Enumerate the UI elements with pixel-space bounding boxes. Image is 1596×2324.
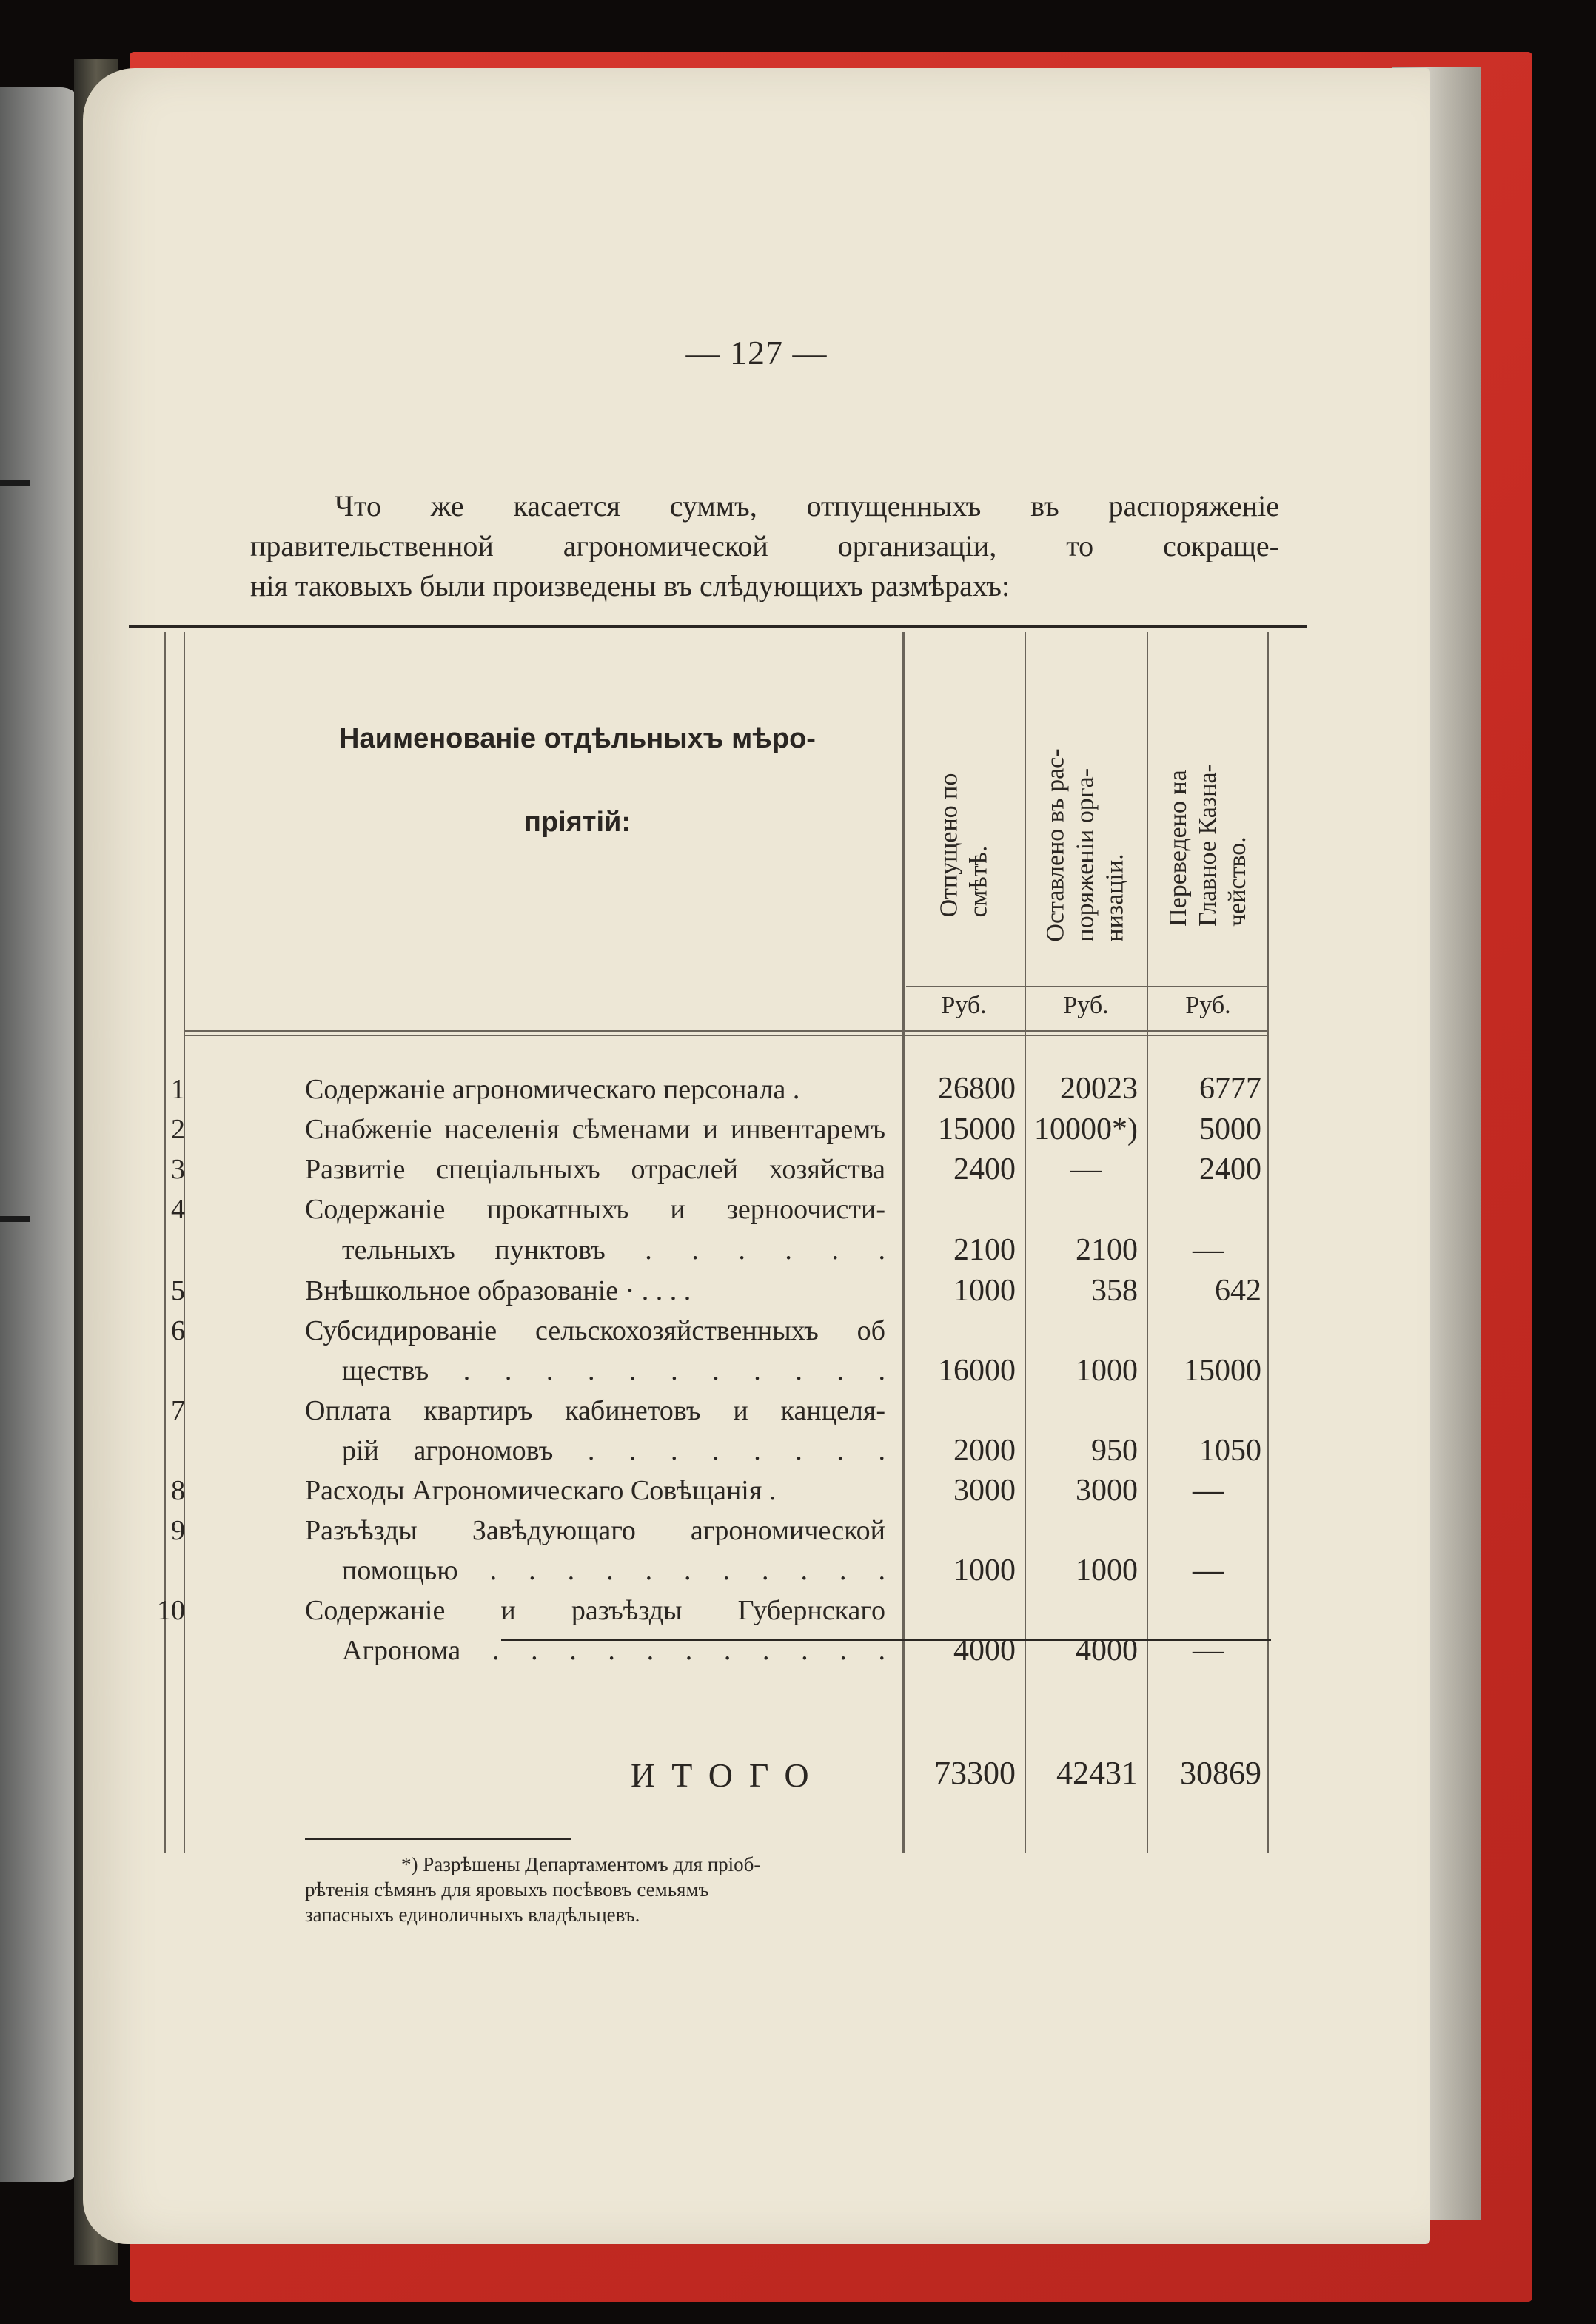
unit-label: Руб. (1185, 992, 1231, 1019)
row-name: Содержаніе агрономическаго персонала . (305, 1074, 800, 1105)
column-divider (1025, 632, 1026, 1853)
row-number: 10 (157, 1595, 185, 1626)
intro-line: нія таковыхъ были произведены въ слѣдующихъ размѣрахъ: (250, 569, 1010, 602)
total-retained: 42431 (1056, 1755, 1138, 1791)
intro-line: правительственной агрономической организаціи, то сокраще- (250, 529, 1279, 562)
adjacent-page (0, 87, 83, 2182)
value-retained: 1000 (1076, 1354, 1138, 1388)
header-bottom-rule (184, 1035, 1269, 1036)
value-retained: 3000 (1076, 1474, 1138, 1508)
value-retained: 1000 (1076, 1554, 1138, 1588)
value-allocated: 1000 (953, 1274, 1016, 1308)
row-name-continuation: рій агрономовъ . . . . . . . . (342, 1435, 885, 1466)
value-transferred: 5000 (1199, 1112, 1261, 1146)
row-number: 3 (171, 1154, 185, 1185)
value-retained: 20023 (1060, 1072, 1138, 1106)
value-allocated: 2100 (953, 1233, 1016, 1267)
value-transferred: 6777 (1199, 1072, 1261, 1106)
value-transferred: — (1193, 1474, 1224, 1508)
unit-label: Руб. (1063, 992, 1109, 1019)
row-name-continuation: ществъ . . . . . . . . . . . (342, 1355, 885, 1386)
row-name: Оплата квартиръ кабинетовъ и канцеля- (305, 1395, 885, 1426)
value-allocated: 2400 (953, 1152, 1016, 1186)
value-transferred: — (1193, 1233, 1224, 1267)
value-retained: 358 (1091, 1274, 1138, 1308)
value-transferred: 2400 (1199, 1152, 1261, 1186)
row-number: 8 (171, 1475, 185, 1506)
column-header-transferred: Переведено на Главное Казна- чейство. (1164, 764, 1251, 927)
row-name: Содержаніе прокатныхъ и зерноочисти- (305, 1194, 885, 1225)
page-edge-mark (0, 480, 30, 486)
value-transferred: — (1193, 1554, 1224, 1588)
units-top-rule (906, 986, 1269, 987)
intro-paragraph (250, 486, 1279, 606)
book-page (83, 68, 1430, 2244)
total-allocated: 73300 (934, 1755, 1016, 1791)
page-edge-mark (0, 1216, 30, 1222)
value-retained: 950 (1091, 1434, 1138, 1468)
page-number: — 127 — (685, 334, 828, 372)
footnote-line: *) Разрѣшены Департаментомъ для пріоб- (401, 1853, 761, 1875)
row-number: 5 (171, 1275, 185, 1306)
value-allocated: 16000 (938, 1354, 1016, 1388)
footnote-line: рѣтенія сѣмянъ для яровыхъ посѣвовъ семьямъ (305, 1878, 709, 1901)
table-right-border (1267, 632, 1269, 1853)
column-header-name: пріятій: (523, 807, 631, 838)
value-transferred: 642 (1215, 1274, 1261, 1308)
value-allocated: 15000 (938, 1112, 1016, 1146)
total-label: ИТОГО (631, 1756, 825, 1794)
row-number: 6 (171, 1315, 185, 1346)
column-divider (1147, 632, 1148, 1853)
value-allocated: 3000 (953, 1474, 1016, 1508)
row-number: 4 (171, 1194, 185, 1225)
row-number: 2 (171, 1114, 185, 1145)
table-top-rule (129, 625, 1307, 628)
unit-label: Руб. (941, 992, 987, 1019)
value-transferred: 1050 (1199, 1434, 1261, 1468)
value-transferred: — (1193, 1633, 1224, 1668)
row-name: Содержаніе и разъѣзды Губернскаго (305, 1595, 885, 1626)
row-name: Внѣшкольное образованіе · . . . . (305, 1275, 691, 1306)
value-allocated: 26800 (938, 1072, 1016, 1106)
value-retained: 2100 (1076, 1233, 1138, 1267)
row-name: Разъѣзды Завѣдующаго агрономической (305, 1515, 885, 1546)
footnote (305, 1852, 882, 1927)
table-left-border (164, 632, 166, 1853)
number-column-border (184, 632, 185, 1853)
row-name-continuation: помощью . . . . . . . . . . . (342, 1555, 885, 1586)
value-retained: 4000 (1076, 1633, 1138, 1668)
column-header-allocated: Отпущено по смѣтѣ. (935, 773, 992, 918)
row-number: 9 (171, 1515, 185, 1546)
value-allocated: 4000 (953, 1633, 1016, 1668)
value-allocated: 1000 (953, 1554, 1016, 1588)
value-retained: — (1070, 1152, 1102, 1186)
row-name: Субсидированіе сельскохозяйственныхъ об (305, 1315, 885, 1346)
row-name-continuation: тельныхъ пунктовъ . . . . . . (342, 1235, 885, 1266)
footnote-rule (305, 1838, 571, 1840)
row-name: Снабженіе населенія сѣменами и инвентаремъ (305, 1114, 885, 1145)
row-name: Расходы Агрономическаго Совѣщанія . (305, 1475, 777, 1506)
value-retained: 10000*) (1034, 1112, 1138, 1146)
row-name: Развитіе спеціальныхъ отраслей хозяйства (305, 1154, 885, 1185)
row-name-continuation: Агронома . . . . . . . . . . . (342, 1635, 885, 1666)
value-allocated: 2000 (953, 1434, 1016, 1468)
row-number: 7 (171, 1395, 185, 1426)
value-transferred: 15000 (1184, 1354, 1261, 1388)
header-bottom-rule (184, 1030, 1269, 1032)
row-number: 1 (171, 1074, 185, 1105)
column-header-name: Наименованіе отдѣльныхъ мѣро- (339, 723, 816, 754)
column-header-retained: Оставлено въ рас- поряженіи орга- низаціи. (1042, 748, 1130, 942)
intro-line: Что же касается суммъ, отпущенныхъ въ распоряженіе (335, 489, 1279, 523)
total-transferred: 30869 (1180, 1755, 1261, 1791)
footnote-line: запасныхъ единоличныхъ владѣльцевъ. (305, 1904, 640, 1926)
